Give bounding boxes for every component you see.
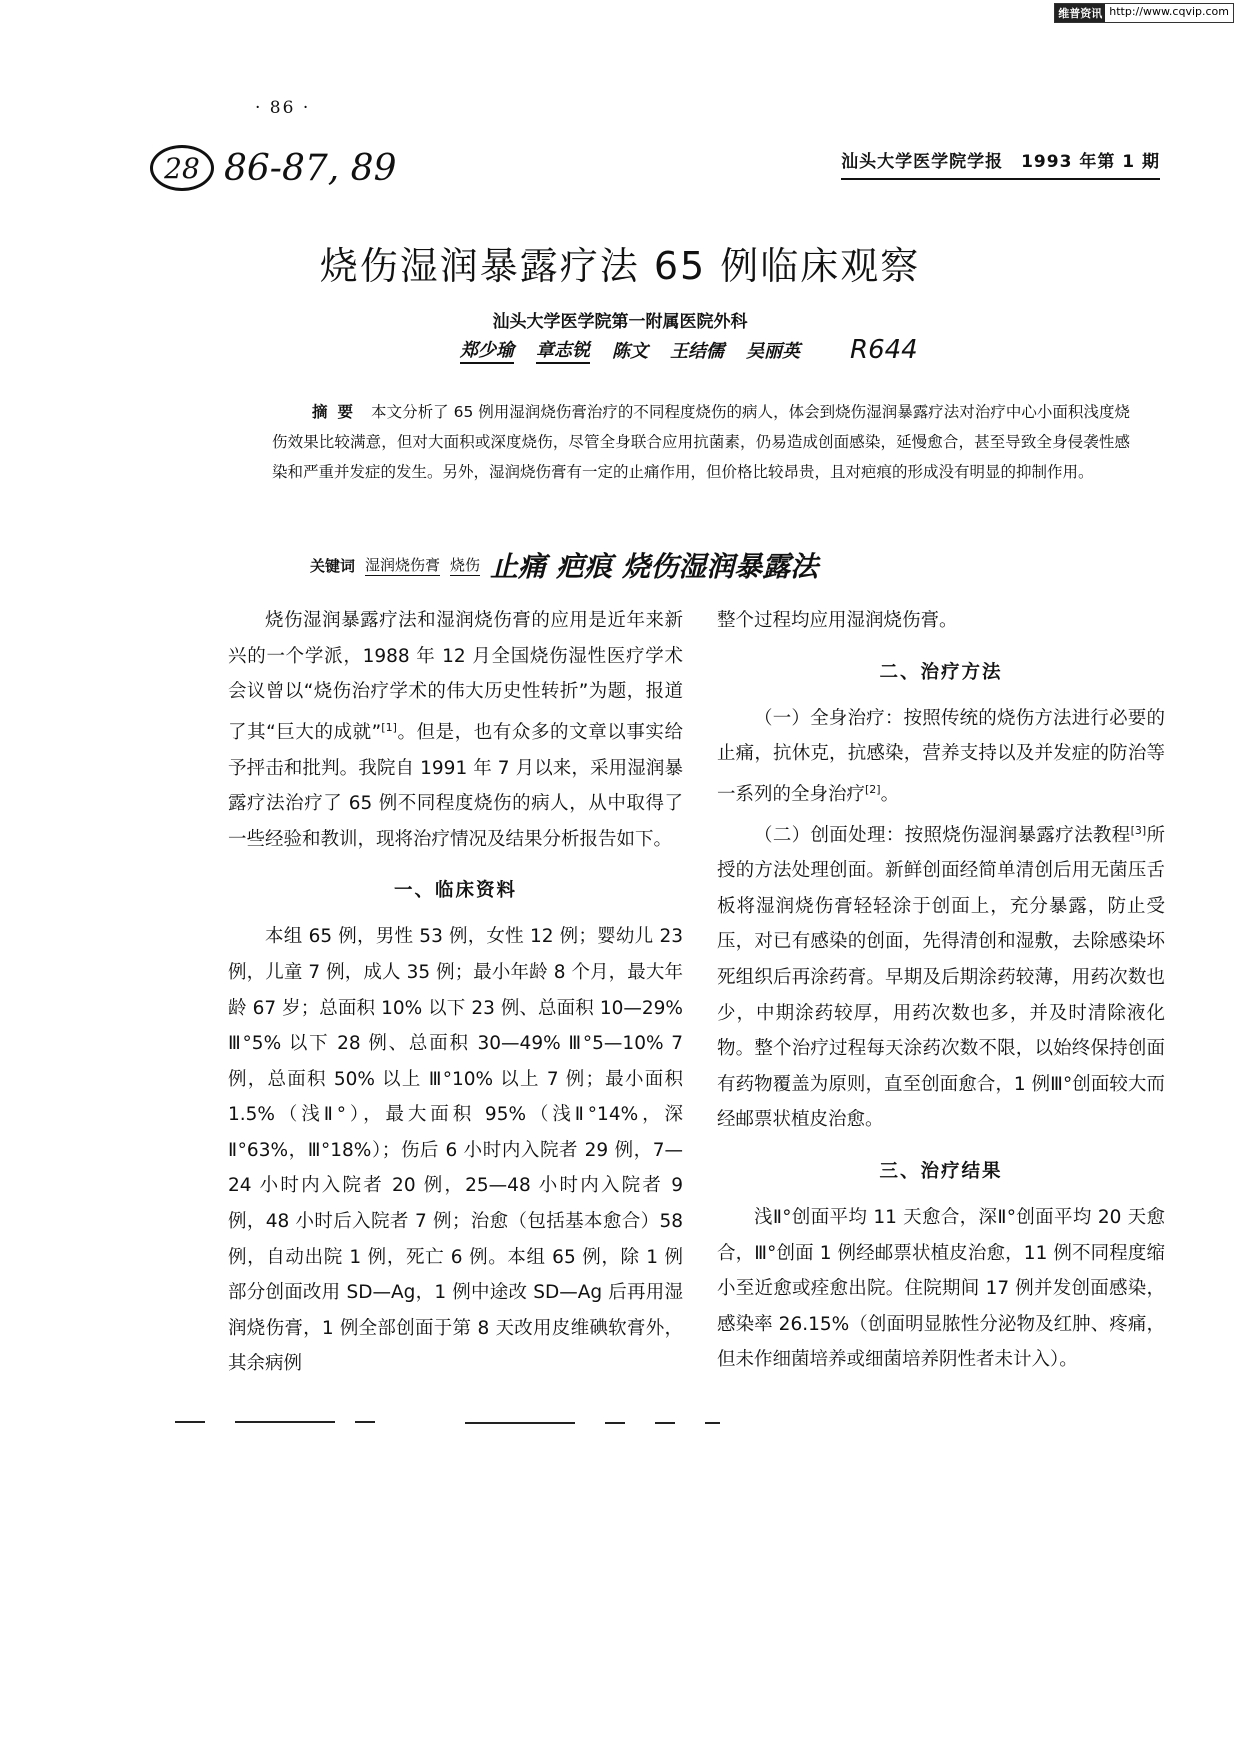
keyword-handwritten: 止痛	[490, 550, 547, 583]
author: 郑少瑜	[460, 336, 514, 364]
journal-header: 汕头大学医学院学报 1993 年第 1 期	[841, 147, 1160, 180]
circled-number: 28	[150, 145, 214, 191]
handwritten-annotation	[150, 145, 396, 191]
section-heading: 二、治疗方法	[879, 661, 1003, 683]
author: 王结儒	[670, 341, 724, 362]
right-column	[717, 603, 1165, 1378]
affiliation: 汕头大学医学院第一附属医院外科	[492, 312, 748, 332]
keyword-handwritten: 疤痕	[556, 550, 613, 583]
section-heading: 三、治疗结果	[879, 1161, 1003, 1183]
author: 章志锐	[536, 336, 590, 364]
section-paragraph: （二）创面处理：按照烧伤湿润暴露疗法教程[3]所授的方法处理创面。新鲜创面经简单清创后用无菌压舌板将湿润烧伤膏轻轻涂于创面上，充分暴露，防止受压，对已有感染的创面，先得清创和湿敷，去除感染坏死组织后再涂药膏。早期及后期涂药较薄，用药次数也少，中期涂药较厚，用药次数也多，并及时清除液化物。整个治疗过程每天涂药次数不限，以始终保持创面有药物覆盖为原则，直至创面愈合，1 例Ⅲ°创面较大而经邮票状植皮治愈。	[717, 823, 1165, 1131]
citation: [2]	[865, 782, 881, 796]
left-column	[228, 603, 683, 1382]
watermark	[1054, 3, 1234, 23]
watermark-url: http://www.cqvip.com	[1109, 5, 1229, 18]
section-paragraph: 浅Ⅱ°创面平均 11 天愈合，深Ⅱ°创面平均 20 天愈合，Ⅲ°创面 1 例经邮票状植皮治愈，11 例不同程度缩小至近愈或痊愈出院。住院期间 17 例并发创面感染，感染率 26.15%（创面明显脓性分泌物及红肿、疼痛，但未作细菌培养或细菌培养阴性者未计入）。	[717, 1207, 1165, 1371]
continuation-paragraph: 整个过程均应用湿润烧伤膏。	[717, 610, 958, 631]
author: 陈文	[612, 341, 648, 362]
abstract	[272, 397, 1130, 487]
section-heading: 一、临床资料	[393, 880, 517, 902]
citation: [3]	[1130, 823, 1147, 837]
section-paragraph: （一）全身治疗：按照传统的烧伤方法进行必要的止痛，抗休克，抗感染，营养支持以及并发症的防治等一系列的全身治疗[2]。	[717, 707, 1165, 805]
keyword-handwritten: 烧伤湿润暴露法	[622, 550, 819, 583]
abstract-label: 摘要	[312, 403, 364, 421]
keywords-label: 关键词	[310, 556, 356, 575]
watermark-label: 维普资讯	[1055, 4, 1105, 22]
classification-code: R644	[850, 335, 918, 365]
author-list	[460, 335, 918, 365]
keyword-printed: 烧伤	[450, 556, 481, 574]
citation: [1]	[381, 720, 397, 734]
keywords	[310, 545, 818, 585]
intro-paragraph: 烧伤湿润暴露疗法和湿润烧伤膏的应用是近年来新兴的一个学派，1988 年 12 月全国烧伤湿性医疗学术会议曾以“烧伤治疗学术的伟大历史性转折”为题，报道了其“巨大的成就”[1]。但是，也有众多的文章以事实给予抨击和批判。我院自 1991 年 7 月以来，采用湿润暴露疗法治疗了 65 例不同程度烧伤的病人，从中取得了一些经验和教训，现将治疗情况及结果分析报告如下。	[228, 610, 683, 850]
author: 吴丽英	[746, 341, 800, 362]
page-number: · 86 ·	[255, 98, 311, 118]
abstract-text: 本文分析了 65 例用湿润烧伤膏治疗的不同程度烧伤的病人，体会到烧伤湿润暴露疗法对治疗中心小面积浅度烧伤效果比较满意，但对大面积或深度烧伤，尽管全身联合应用抗菌素，仍易造成创面感染，延慢愈合，甚至导致全身侵袭性感染和严重并发症的发生。另外，湿润烧伤膏有一定的止痛作用，但价格比较昂贵，且对疤痕的形成没有明显的抑制作用。	[272, 403, 1130, 481]
article-title: 烧伤湿润暴露疗法 65 例临床观察	[319, 244, 921, 288]
footer-rule	[175, 1416, 735, 1430]
handwritten-pages: 86-87, 89	[224, 147, 397, 189]
keyword-printed: 湿润烧伤膏	[365, 556, 441, 574]
section-paragraph: 本组 65 例，男性 53 例，女性 12 例；婴幼儿 23 例，儿童 7 例，成人 35 例；最小年龄 8 个月，最大年龄 67 岁；总面积 10% 以下 23 例、总面积 10—29% Ⅲ°5% 以下 28 例、总面积 30—49% Ⅲ°5—10% 7 例，总面积 50% 以上 Ⅲ°10% 以上 7 例；最小面积 1.5%（浅Ⅱ°），最大面积 95%（浅Ⅱ°14%，深Ⅱ°63%，Ⅲ°18%）；伤后 6 小时内入院者 29 例，7—24 小时内入院者 20 例，25—48 小时内入院者 9 例，48 小时后入院者 7 例；治愈（包括基本愈合）58 例，自动出院 1 例，死亡 6 例。本组 65 例，除 1 例部分创面改用 SD—Ag，1 例中途改 SD—Ag 后再用湿润烧伤膏，1 例全部创面于第 8 天改用皮维碘软膏外，其余病例	[228, 926, 683, 1375]
